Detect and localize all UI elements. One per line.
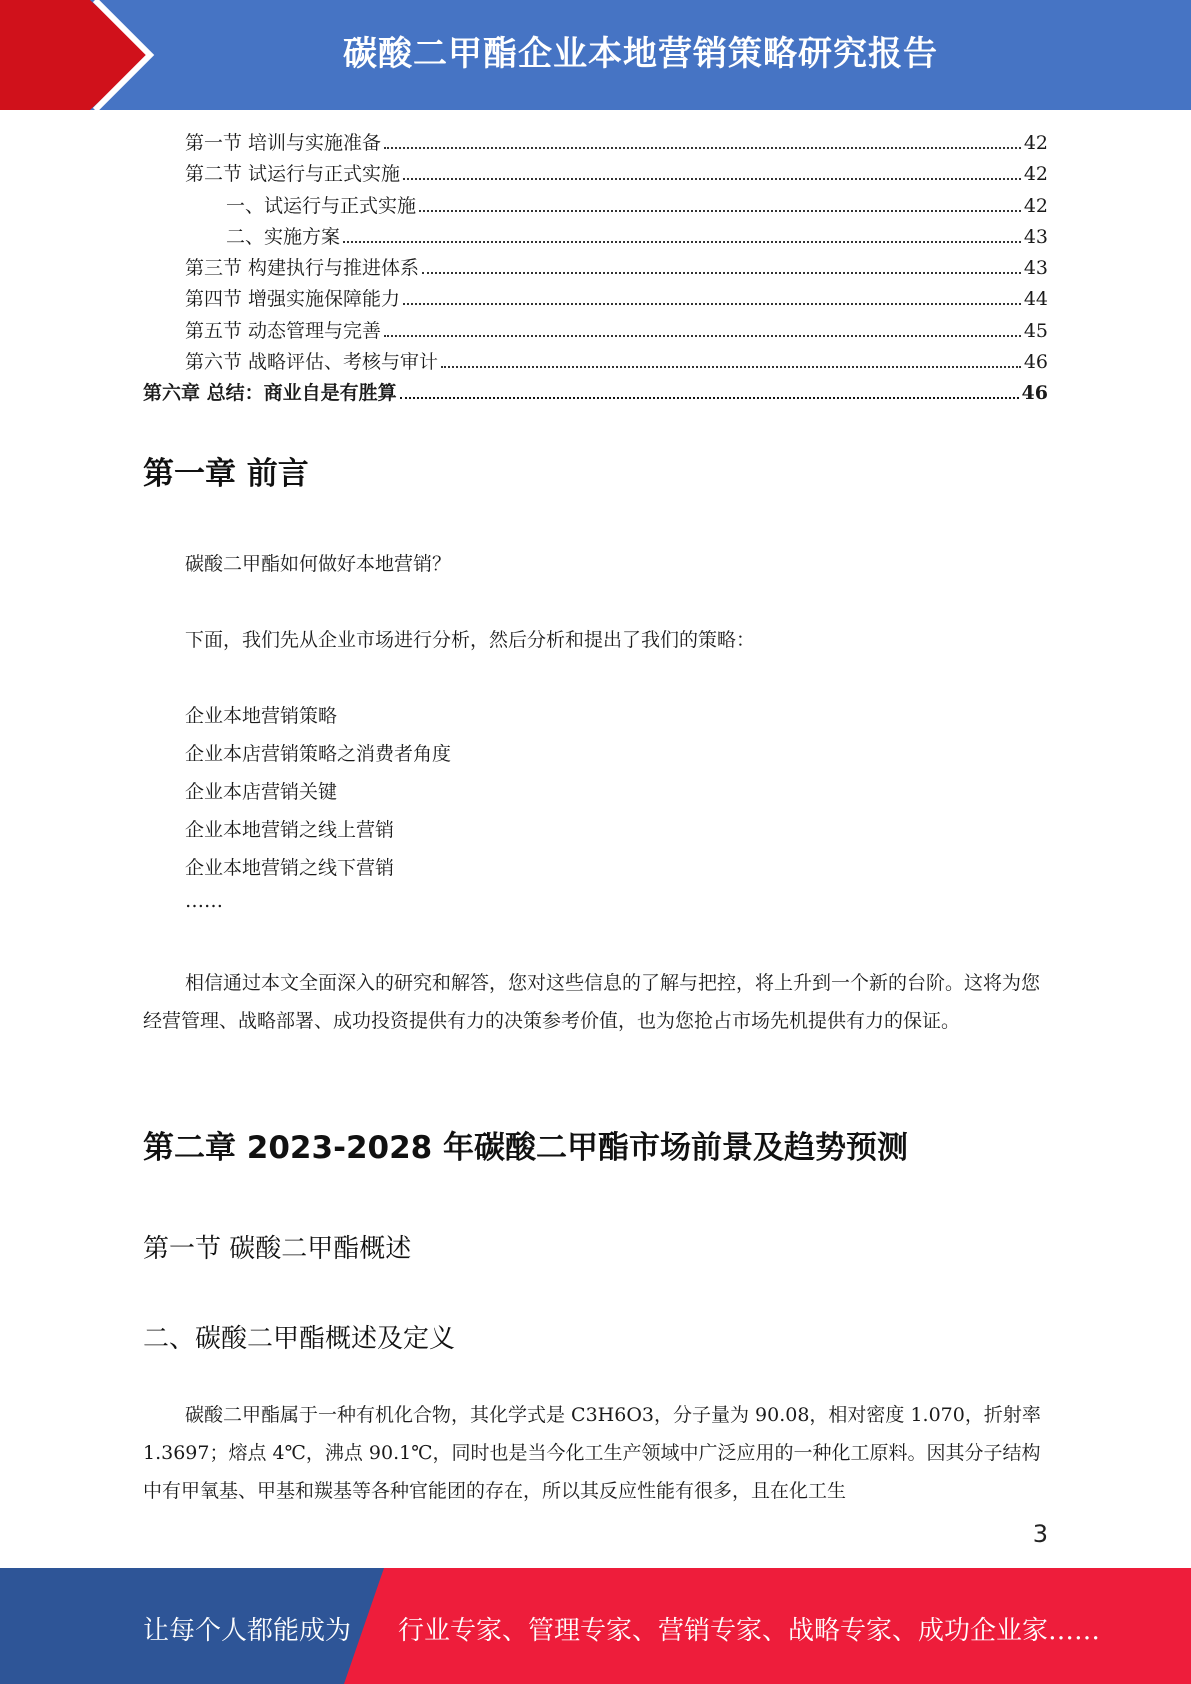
toc-entry-page: 45 (1023, 319, 1048, 342)
toc-entry[interactable] (143, 253, 1048, 284)
toc-leader-dots (422, 272, 1021, 274)
toc-entry-page: 43 (1023, 257, 1048, 280)
toc-entry-label: 第三节 构建执行与推进体系 (185, 257, 420, 280)
toc-entry-label: 第二节 试运行与正式实施 (185, 163, 401, 186)
toc-entry-page: 42 (1023, 132, 1048, 154)
chapter-1-heading: 第一章 前言 (143, 456, 309, 492)
toc-entry[interactable] (143, 316, 1048, 347)
toc-leader-dots (419, 210, 1021, 212)
toc-entry-page: 42 (1023, 194, 1048, 217)
section-heading: 第一节 碳酸二甲酯概述 (143, 1234, 412, 1264)
chapter-2-body: 碳酸二甲酯属于一种有机化合物，其化学式是 C3H6O3，分子量为 90.08，相对密度 1.070，折射率 1.3697；熔点 4℃，沸点 90.1℃，同时也是当今化工生产领域中广泛应用的一种化工原料。因其分子结构中有甲氧基、甲基和羰基等各种官能团的存在，所以其反应性能有很多，且在化工生 (143, 1404, 1041, 1502)
toc-entry-label: 二、实施方案 (226, 225, 341, 248)
toc-leader-dots (384, 335, 1021, 337)
chapter-1-intro: 下面，我们先从企业市场进行分析，然后分析和提出了我们的策略： (185, 629, 756, 651)
toc-entry-label: 第五节 动态管理与完善 (185, 319, 382, 342)
footer-slogan-left: 让每个人都能成为 (143, 1616, 352, 1646)
toc-entry[interactable] (143, 128, 1048, 159)
toc-entry-page: 46 (1021, 382, 1048, 405)
list-item: 企业本店营销关键 (185, 781, 338, 803)
toc-entry-chapter[interactable] (143, 378, 1048, 409)
toc-entry-page: 42 (1023, 163, 1048, 186)
page-number: 3 (1032, 1520, 1048, 1548)
report-title: 碳酸二甲酯企业本地营销策略研究报告 (343, 34, 938, 74)
toc-leader-dots (441, 366, 1021, 368)
list-item: 企业本店营销策略之消费者角度 (185, 743, 452, 765)
toc-leader-dots (403, 303, 1021, 305)
table-of-contents (143, 128, 1048, 410)
toc-entry-page: 43 (1023, 225, 1048, 248)
toc-entry[interactable] (143, 284, 1048, 315)
toc-entry-label: 第六章 总结：商业自是有胜算 (143, 382, 397, 405)
toc-leader-dots (384, 147, 1021, 149)
list-item: 企业本地营销之线下营销 (185, 857, 395, 879)
list-item: 企业本地营销之线上营销 (185, 819, 395, 841)
subsection-heading: 二、碳酸二甲酯概述及定义 (143, 1324, 456, 1354)
toc-entry-label: 第四节 增强实施保障能力 (185, 288, 401, 311)
toc-entry[interactable] (143, 347, 1048, 378)
toc-leader-dots (343, 241, 1021, 243)
footer-slogan-right: 行业专家、管理专家、营销专家、战略专家、成功企业家…… (398, 1616, 1101, 1646)
strategy-list (185, 697, 451, 915)
toc-entry-label: 第六节 战略评估、考核与审计 (185, 351, 439, 374)
toc-entry-label: 第一节 培训与实施准备 (185, 132, 382, 154)
toc-entry-page: 46 (1023, 351, 1048, 374)
footer-banner (0, 1568, 1191, 1684)
list-item: 企业本地营销策略 (185, 705, 338, 727)
toc-leader-dots (400, 397, 1019, 399)
toc-entry-label: 一、试运行与正式实施 (226, 194, 417, 217)
toc-entry[interactable] (143, 222, 1048, 253)
toc-entry[interactable] (143, 159, 1048, 190)
header-banner (0, 0, 1191, 110)
chapter-2-heading: 第二章 2023-2028 年碳酸二甲酯市场前景及趋势预测 (143, 1130, 909, 1166)
toc-entry-page: 44 (1023, 288, 1048, 311)
chapter-1-question: 碳酸二甲酯如何做好本地营销？ (185, 553, 452, 575)
chapter-1-closing: 相信通过本文全面深入的研究和解答，您对这些信息的了解与把控，将上升到一个新的台阶。这将为您经营管理、战略部署、成功投资提供有力的决策参考价值，也为您抢占市场先机提供有力的保证。 (143, 972, 1041, 1032)
toc-leader-dots (403, 178, 1021, 180)
list-item: …… (185, 890, 223, 912)
toc-entry[interactable] (143, 191, 1048, 222)
